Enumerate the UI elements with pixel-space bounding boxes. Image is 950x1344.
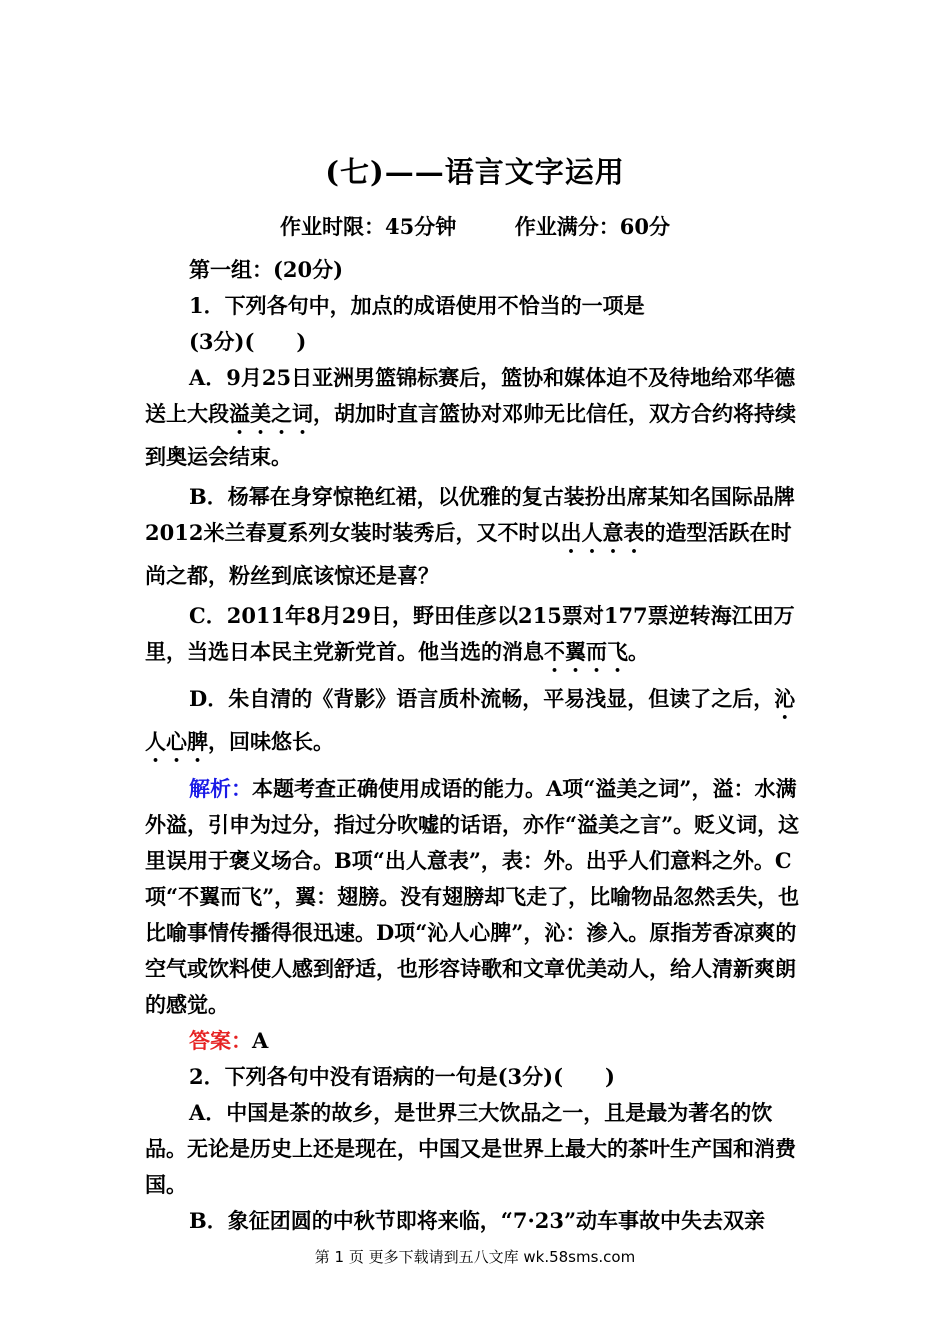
- q1-option-d: D．朱自清的《背影》语言质朴流畅，平易浅显，但读了之后，沁人心脾，回味悠长。: [145, 686, 796, 754]
- full-score: 作业满分：60分: [514, 214, 670, 239]
- q1-option-c: C．2011年8月29日，野田佳彦以215票对177票逆转海江田万里，当选日本民主党新党首。他当选的消息不翼而飞。: [145, 603, 795, 664]
- q2-option-b: B．象征团圆的中秋节即将来临，“7·23”动车事故中失去双亲: [189, 1208, 766, 1233]
- q1-option-b: B．杨幂在身穿惊艳红裙，以优雅的复古装扮出席某知名国际品牌2012米兰春夏系列女装时装秀后，又不时以出人意表的造型活跃在时尚之都，粉丝到底该惊还是喜？: [145, 484, 795, 588]
- q2-option-a: A．中国是茶的故乡，是世界三大饮品之一，且是最为著名的饮品。无论是历史上还是现在，中国又是世界上最大的茶叶生产国和消费国。: [145, 1100, 796, 1197]
- q1-option-d-idiom: 沁人心脾: [145, 686, 796, 754]
- assignment-meta: [0, 211, 950, 241]
- page-title: (七)——语言文字运用: [325, 155, 625, 189]
- analysis-label: 解析：: [189, 776, 252, 801]
- q1-answer: 答案：A: [189, 1028, 269, 1053]
- q1-stem: 1．下列各句中，加点的成语使用不恰当的一项是: [189, 293, 645, 318]
- q1-option-c-idiom: 不翼而飞: [544, 639, 628, 664]
- q1-score: (3分)( ): [189, 329, 307, 354]
- q2-stem: 2．下列各句中没有语病的一句是(3分)( ): [189, 1064, 615, 1089]
- q1-option-a-idiom: 溢美之词: [229, 401, 313, 426]
- document-body: [145, 252, 810, 1239]
- answer-label: 答案：: [189, 1028, 252, 1053]
- time-limit: 作业时限：45分钟: [280, 214, 457, 239]
- q1-option-b-idiom: 出人意表: [560, 520, 645, 545]
- page-footer: 第 1 页 更多下载请到五八文库 wk.58sms.com: [314, 1248, 636, 1266]
- section-heading: 第一组：(20分): [189, 257, 344, 282]
- q1-analysis: 解析：本题考查正确使用成语的能力。A项“溢美之词”，溢：水满外溢，引申为过分，指过分吹嘘的话语，亦作“溢美之言”。贬义词，这里误用于褒义场合。B项“出人意表”，表：外。出乎人们意料之外。C项“不翼而飞”，翼：翅膀。没有翅膀却飞走了，比喻物品忽然丢失，也比喻事情传播得很迅速。D项“沁人心脾”，沁：渗入。原指芳香凉爽的空气或饮料使人感到舒适，也形容诗歌和文章优美动人，给人清新爽朗的感觉。: [145, 776, 800, 1017]
- q1-option-a: A．9月25日亚洲男篮锦标赛后，篮协和媒体迫不及待地给邓华德送上大段溢美之词，胡加时直言篮协对邓帅无比信任，双方合约将持续到奥运会结束。: [145, 365, 796, 469]
